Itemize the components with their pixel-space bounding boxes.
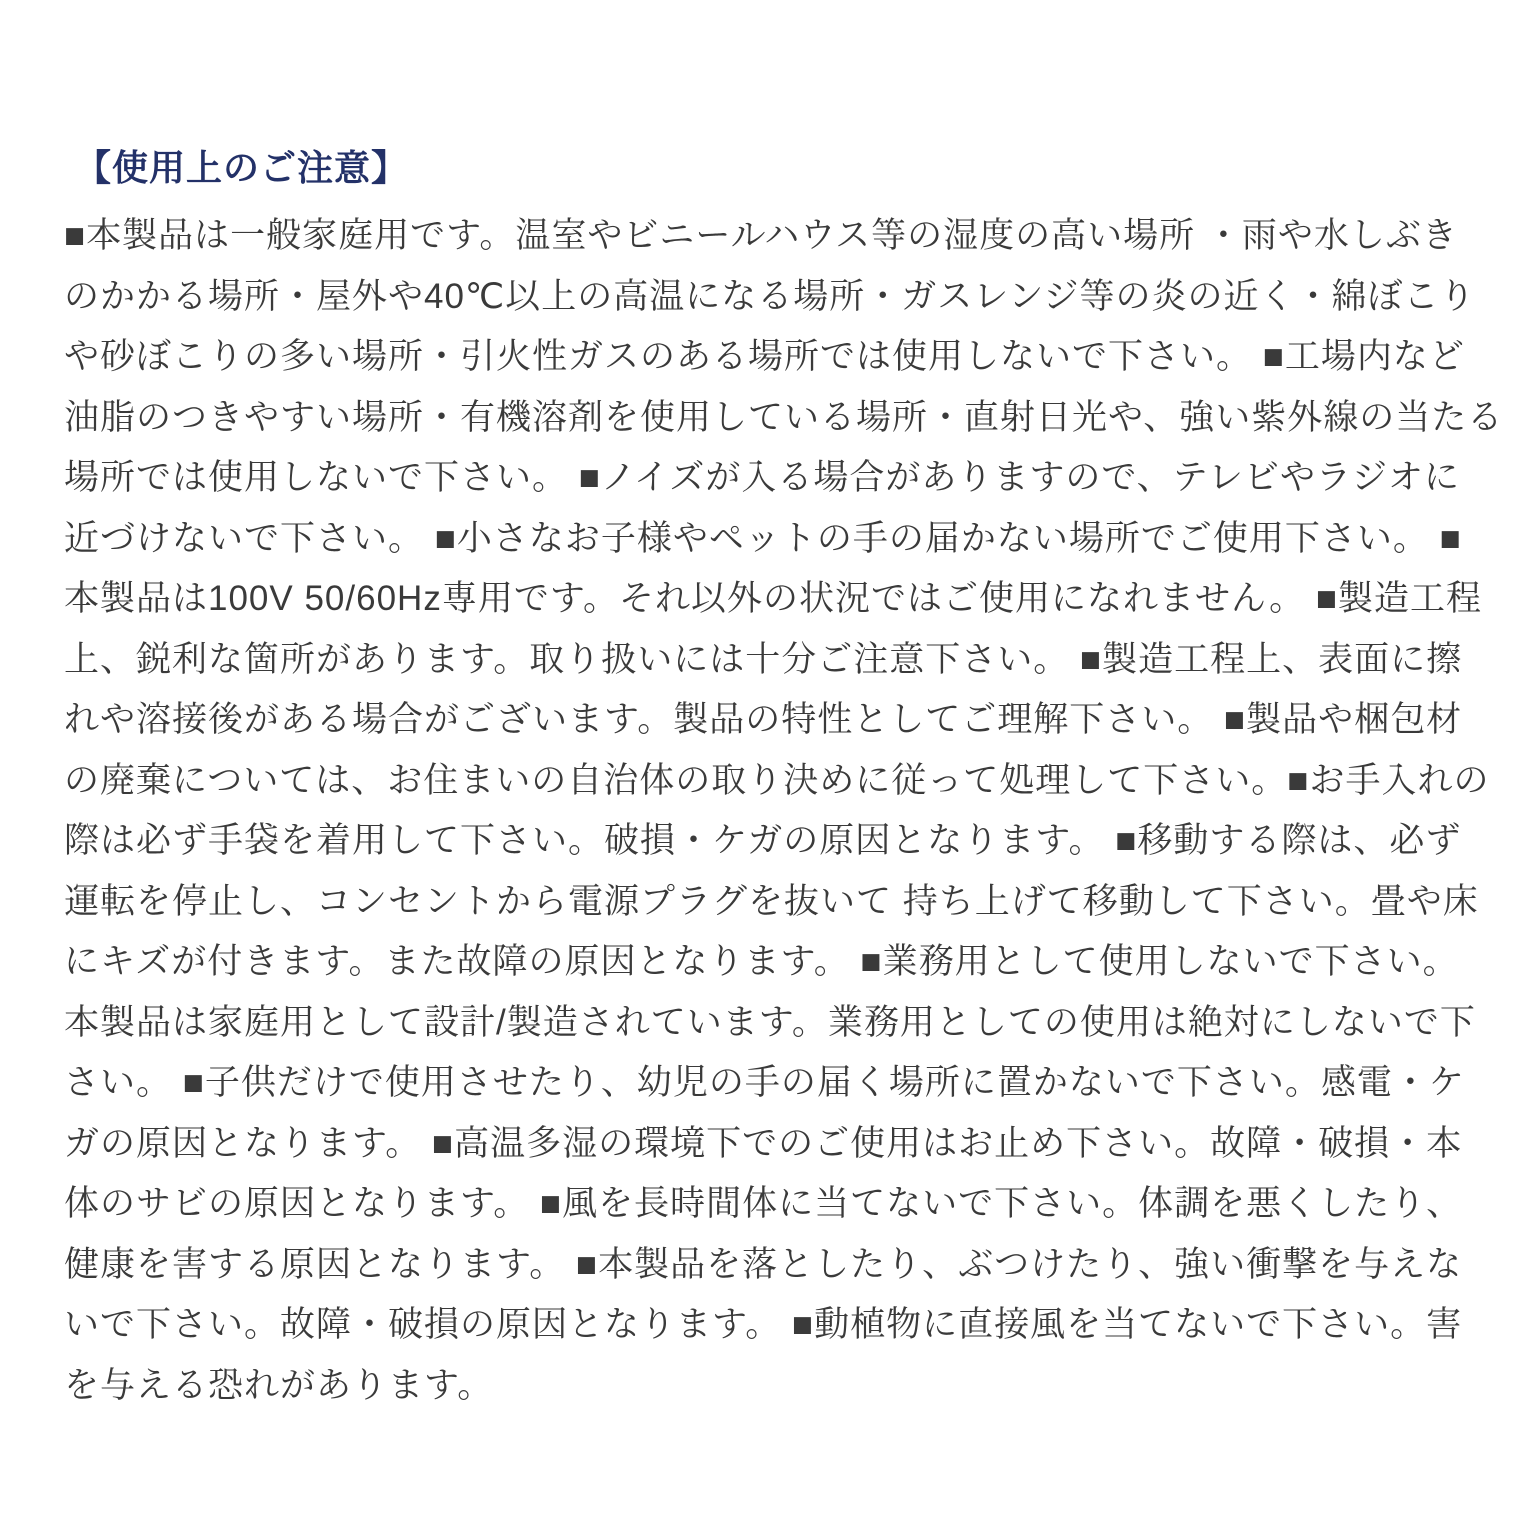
body-text-line: 油脂のつきやすい場所・有機溶剤を使用している場所・直射日光や、強い紫外線の当たる: [64, 397, 1504, 437]
body-text-line: 近づけないで下さい。 ■小さなお子様やペットの手の届かない場所でご使用下さい。 ■: [64, 518, 1462, 558]
body-text-line: 本製品は家庭用として設計/製造されています。業務用としての使用は絶対にしないで下: [64, 1002, 1476, 1042]
body-text-line: 上、鋭利な箇所があります。取り扱いには十分ご注意下さい。 ■製造工程上、表面に擦: [64, 639, 1463, 679]
body-text-line: ガの原因となります。 ■高温多湿の環境下でのご使用はお止め下さい。故障・破損・本: [64, 1123, 1463, 1163]
body-text-line: ■本製品は一般家庭用です。温室やビニールハウス等の湿度の高い場所 ・雨や水しぶき: [64, 216, 1458, 255]
body-text-line: や砂ぼこりの多い場所・引火性ガスのある場所では使用しないで下さい。 ■工場内など: [64, 337, 1465, 376]
body-text-line: さい。 ■子供だけで使用させたり、幼児の手の届く場所に置かないで下さい。感電・ケ: [64, 1063, 1465, 1102]
body-text-line: 運転を停止し、コンセントから電源プラグを抜いて 持ち上げて移動して下さい。畳や床: [64, 881, 1479, 921]
notice-title: 【使用上のご注意】: [75, 147, 409, 188]
body-text-line: 本製品は100V 50/60Hz専用です。それ以外の状況ではご使用になれません。 ■製造工程: [64, 579, 1482, 618]
body-text-line: 体のサビの原因となります。 ■風を長時間体に当てないで下さい。体調を悪くしたり、: [64, 1184, 1463, 1223]
body-text-line: いで下さい。故障・破損の原因となります。 ■動植物に直接風を当てないで下さい。害: [64, 1305, 1463, 1344]
usage-notice-section: [64, 146, 1504, 1416]
body-text-line: にキズが付きます。また故障の原因となります。 ■業務用として使用しないで下さい。: [64, 942, 1459, 981]
body-text-line: を与える恐れがあります。: [64, 1365, 494, 1405]
notice-body: [64, 206, 1504, 1416]
body-text-line: のかかる場所・屋外や40℃以上の高温になる場所・ガスレンジ等の炎の近く・綿ぼこり: [64, 276, 1476, 316]
body-text-line: 際は必ず手袋を着用して下さい。破損・ケガの原因となります。 ■移動する際は、必ず: [64, 821, 1462, 860]
body-text-line: れや溶接後がある場合がございます。製品の特性としてご理解下さい。 ■製品や梱包材: [64, 700, 1463, 739]
body-text-line: 場所では使用しないで下さい。 ■ノイズが入る場合がありますので、テレビやラジオに: [64, 458, 1460, 497]
body-text-line: の廃棄については、お住まいの自治体の取り決めに従って処理して下さい。■お手入れの: [64, 760, 1490, 800]
body-text-line: 健康を害する原因となります。 ■本製品を落としたり、ぶつけたり、強い衝撃を与えな: [64, 1244, 1463, 1284]
